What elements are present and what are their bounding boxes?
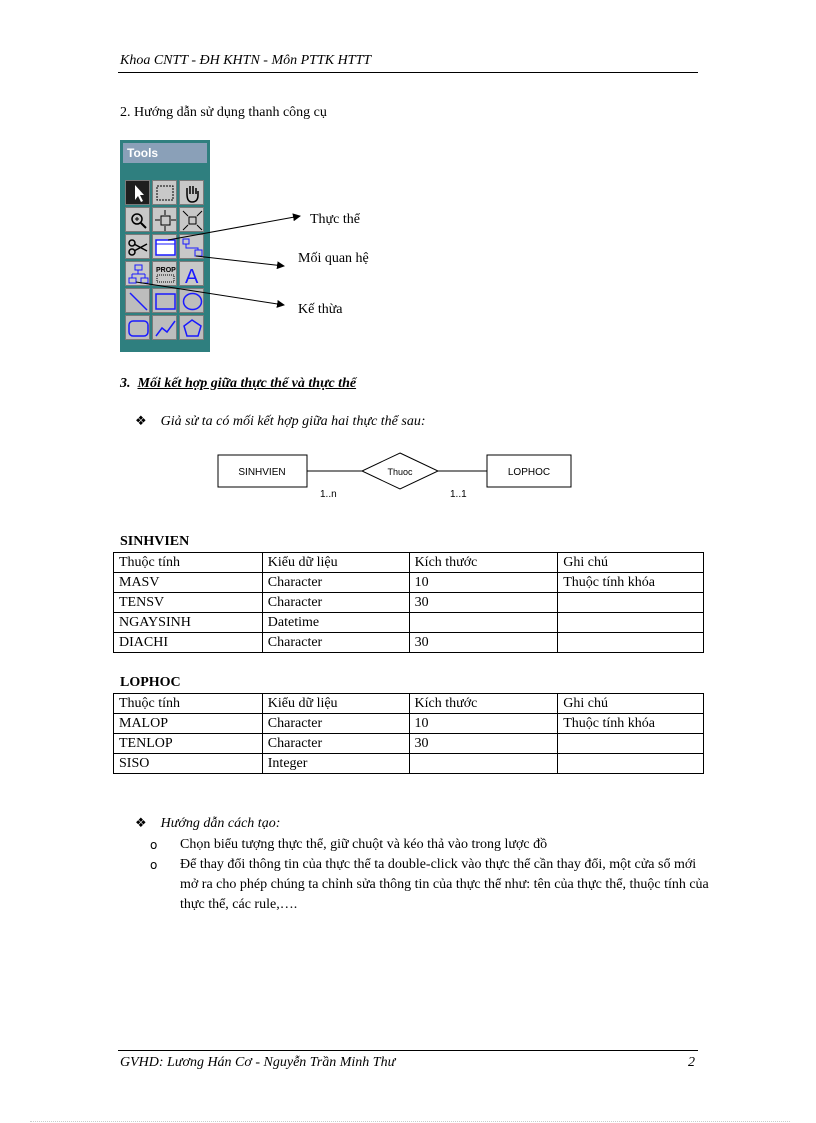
table-cell xyxy=(409,754,558,774)
table-cell: Character xyxy=(262,734,409,754)
er-left-cardinality: 1..n xyxy=(320,489,337,500)
instruction-2: Để thay đổi thông tin của thực thể ta double-click vào thực thể cần thay đổi, một cửa sổ mới mở ra cho phép chúng ta chỉnh sửa thông tin của thực thể như: tên của thực thể, thuộc tính của thực thể, các rule,…. xyxy=(180,857,709,912)
table-cell: MALOP xyxy=(114,714,263,734)
table-cell: SISO xyxy=(114,754,263,774)
er-right-cardinality: 1..1 xyxy=(450,489,467,500)
table-cell: DIACHI xyxy=(114,633,263,653)
table-sinhvien-body xyxy=(114,553,704,653)
table-cell: TENSV xyxy=(114,593,263,613)
arrow-entity xyxy=(168,216,300,240)
table-row xyxy=(114,754,704,774)
table-cell: Character xyxy=(262,593,409,613)
section-3-title xyxy=(120,376,356,392)
bullet-intro-text: Giả sử ta có mối kết hợp giữa hai thực thể sau: xyxy=(160,414,426,429)
table-header-cell: Thuộc tính xyxy=(114,694,263,714)
table-lophoc-body xyxy=(114,694,704,774)
table-row xyxy=(114,613,704,633)
table-row xyxy=(114,633,704,653)
table-cell: Character xyxy=(262,633,409,653)
table-lophoc xyxy=(113,693,704,774)
list-marker: o xyxy=(150,838,158,852)
table-header-cell: Thuộc tính xyxy=(114,553,263,573)
table-cell: 30 xyxy=(409,633,558,653)
instruction-list xyxy=(150,835,710,915)
table-row xyxy=(114,593,704,613)
table-row xyxy=(114,714,704,734)
table-cell: 30 xyxy=(409,734,558,754)
er-right-label: LOPHOC xyxy=(507,467,551,478)
bullet-howto xyxy=(135,816,280,832)
table-cell xyxy=(558,613,704,633)
callout-relation: Mối quan hệ xyxy=(298,251,369,266)
table-cell: Thuộc tính khóa xyxy=(558,714,704,734)
table-sinhvien-title: SINHVIEN xyxy=(120,534,190,549)
table-header-cell: Kích thước xyxy=(409,694,558,714)
instruction-1: Chọn biểu tượng thực thể, giữ chuột và kéo thả vào trong lược đồ xyxy=(180,837,548,852)
er-relation-label: Thuoc xyxy=(387,467,413,477)
list-marker: o xyxy=(150,858,158,872)
table-header-cell: Kiểu dữ liệu xyxy=(262,694,409,714)
table-lophoc-title: LOPHOC xyxy=(120,675,181,690)
bullet-symbol: ❖ xyxy=(135,816,147,831)
table-cell: TENLOP xyxy=(114,734,263,754)
table-cell: 30 xyxy=(409,593,558,613)
bullet-howto-text: Hướng dẫn cách tạo: xyxy=(160,816,281,831)
prop-label: PROP xyxy=(156,267,176,274)
list-item xyxy=(150,855,710,915)
table-cell: NGAYSINH xyxy=(114,613,263,633)
table-cell: 10 xyxy=(409,714,558,734)
table-header-cell: Kiểu dữ liệu xyxy=(262,553,409,573)
table-cell xyxy=(558,593,704,613)
table-header-cell: Ghi chú xyxy=(558,694,704,714)
footer-rule xyxy=(118,1050,698,1051)
table-sinhvien xyxy=(113,552,704,653)
table-cell: Character xyxy=(262,714,409,734)
table-header-cell: Ghi chú xyxy=(558,553,704,573)
list-item xyxy=(150,835,710,855)
callout-entity: Thực thể xyxy=(310,212,360,227)
page-footer: GVHD: Lương Hán Cơ - Nguyễn Trần Minh Thư xyxy=(120,1055,396,1070)
table-cell: Thuộc tính khóa xyxy=(558,573,704,593)
arrow-inherit xyxy=(136,282,284,305)
table-cell: Datetime xyxy=(262,613,409,633)
section-3-number: 3. xyxy=(120,376,131,391)
table-row xyxy=(114,573,704,593)
text-tool-glyph: A xyxy=(185,266,199,287)
table-cell xyxy=(558,633,704,653)
er-left-label: SINHVIEN xyxy=(238,467,286,478)
er-diagram xyxy=(200,445,600,505)
table-cell: 10 xyxy=(409,573,558,593)
table-cell: Character xyxy=(262,573,409,593)
table-cell xyxy=(409,613,558,633)
table-header-cell: Kích thước xyxy=(409,553,558,573)
table-cell xyxy=(558,734,704,754)
section-2-title: 2. Hướng dẫn sử dụng thanh công cụ xyxy=(120,105,327,120)
bullet-intro xyxy=(135,414,426,430)
page-edge xyxy=(30,1121,790,1122)
callout-arrows xyxy=(0,0,816,400)
arrow-relation xyxy=(196,256,284,266)
callout-inherit: Kế thừa xyxy=(298,302,343,317)
bullet-symbol: ❖ xyxy=(135,414,147,429)
table-header-row xyxy=(114,553,704,573)
table-cell: Integer xyxy=(262,754,409,774)
page-header: Khoa CNTT - ĐH KHTN - Môn PTTK HTTT xyxy=(120,53,372,68)
page-number: 2 xyxy=(688,1055,695,1070)
table-cell: MASV xyxy=(114,573,263,593)
tools-title: Tools xyxy=(123,143,207,163)
section-3-text: Mối kết hợp giữa thực thể và thực thể xyxy=(137,376,357,391)
table-row xyxy=(114,734,704,754)
table-cell xyxy=(558,754,704,774)
table-header-row xyxy=(114,694,704,714)
